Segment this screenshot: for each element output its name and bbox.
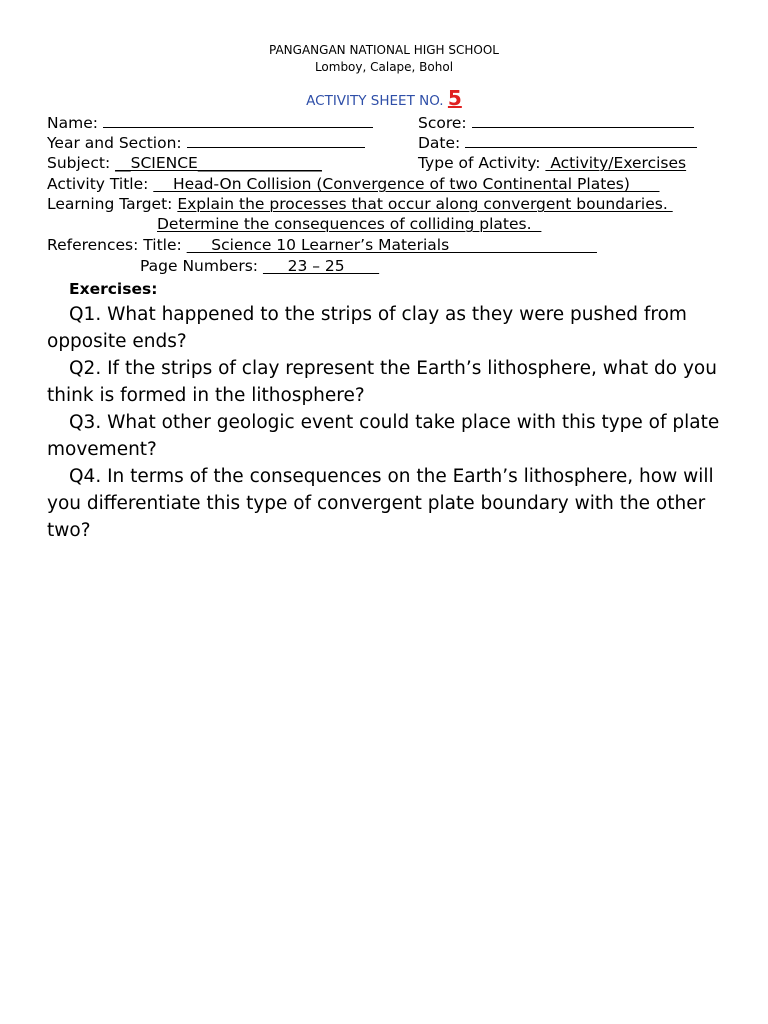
page-numbers-label: Page Numbers: (140, 257, 259, 275)
activity-type-value: Activity/Exercises (545, 154, 687, 172)
question-1: Q1. What happened to the strips of clay as they were pushed from opposite ends? (47, 304, 687, 352)
references-value: Science 10 Learner’s Materials (186, 236, 597, 254)
year-section-field (47, 133, 365, 152)
page-numbers-value: 23 – 25 (262, 257, 380, 275)
learning-target-line2: Determine the consequences of colliding plates. (157, 215, 542, 233)
date-label: Date: (418, 134, 461, 152)
learning-target-line2-row (157, 215, 541, 233)
score-blank[interactable] (472, 113, 694, 128)
activity-title-value: Head-On Collision (Convergence of two Continental Plates) (153, 175, 660, 193)
activity-sheet-label: ACTIVITY SHEET NO. (306, 93, 444, 109)
name-field (47, 113, 373, 132)
activity-title-label: Activity Title: (47, 175, 149, 193)
learning-target-field (47, 195, 673, 213)
year-section-label: Year and Section: (47, 134, 182, 152)
page-numbers-field (140, 257, 379, 275)
references-label: References: Title: (47, 236, 182, 254)
learning-target-label: Learning Target: (47, 195, 173, 213)
score-label: Score: (418, 114, 467, 132)
name-blank[interactable] (103, 113, 373, 128)
exercises-heading: Exercises: (69, 280, 158, 298)
date-field (418, 133, 697, 152)
year-section-blank[interactable] (187, 133, 365, 148)
subject-field (47, 154, 322, 172)
subject-value: __SCIENCE________________ (115, 154, 322, 172)
activity-type-field (418, 154, 686, 172)
question-2: Q2. If the strips of clay represent the Earth’s lithosphere, what do you think is formed in the lithosphere? (47, 358, 717, 406)
activity-sheet-number: 5 (447, 86, 462, 110)
question-4: Q4. In terms of the consequences on the Earth’s lithosphere, how will you differentiate this type of convergent plate boundary with the other two? (47, 466, 714, 541)
date-blank[interactable] (465, 133, 697, 148)
activity-sheet-title (0, 86, 768, 110)
question-3: Q3. What other geologic event could take place with this type of plate movement? (47, 412, 720, 460)
learning-target-line1: Explain the processes that occur along convergent boundaries. (177, 195, 673, 213)
references-field (47, 236, 597, 254)
activity-type-label: Type of Activity: (418, 154, 541, 172)
school-name: PANGANGAN NATIONAL HIGH SCHOOL (269, 43, 499, 57)
name-label: Name: (47, 114, 98, 132)
activity-title-field (47, 175, 660, 193)
school-address: Lomboy, Calape, Bohol (314, 60, 454, 74)
score-field (418, 113, 694, 132)
subject-label: Subject: (47, 154, 111, 172)
